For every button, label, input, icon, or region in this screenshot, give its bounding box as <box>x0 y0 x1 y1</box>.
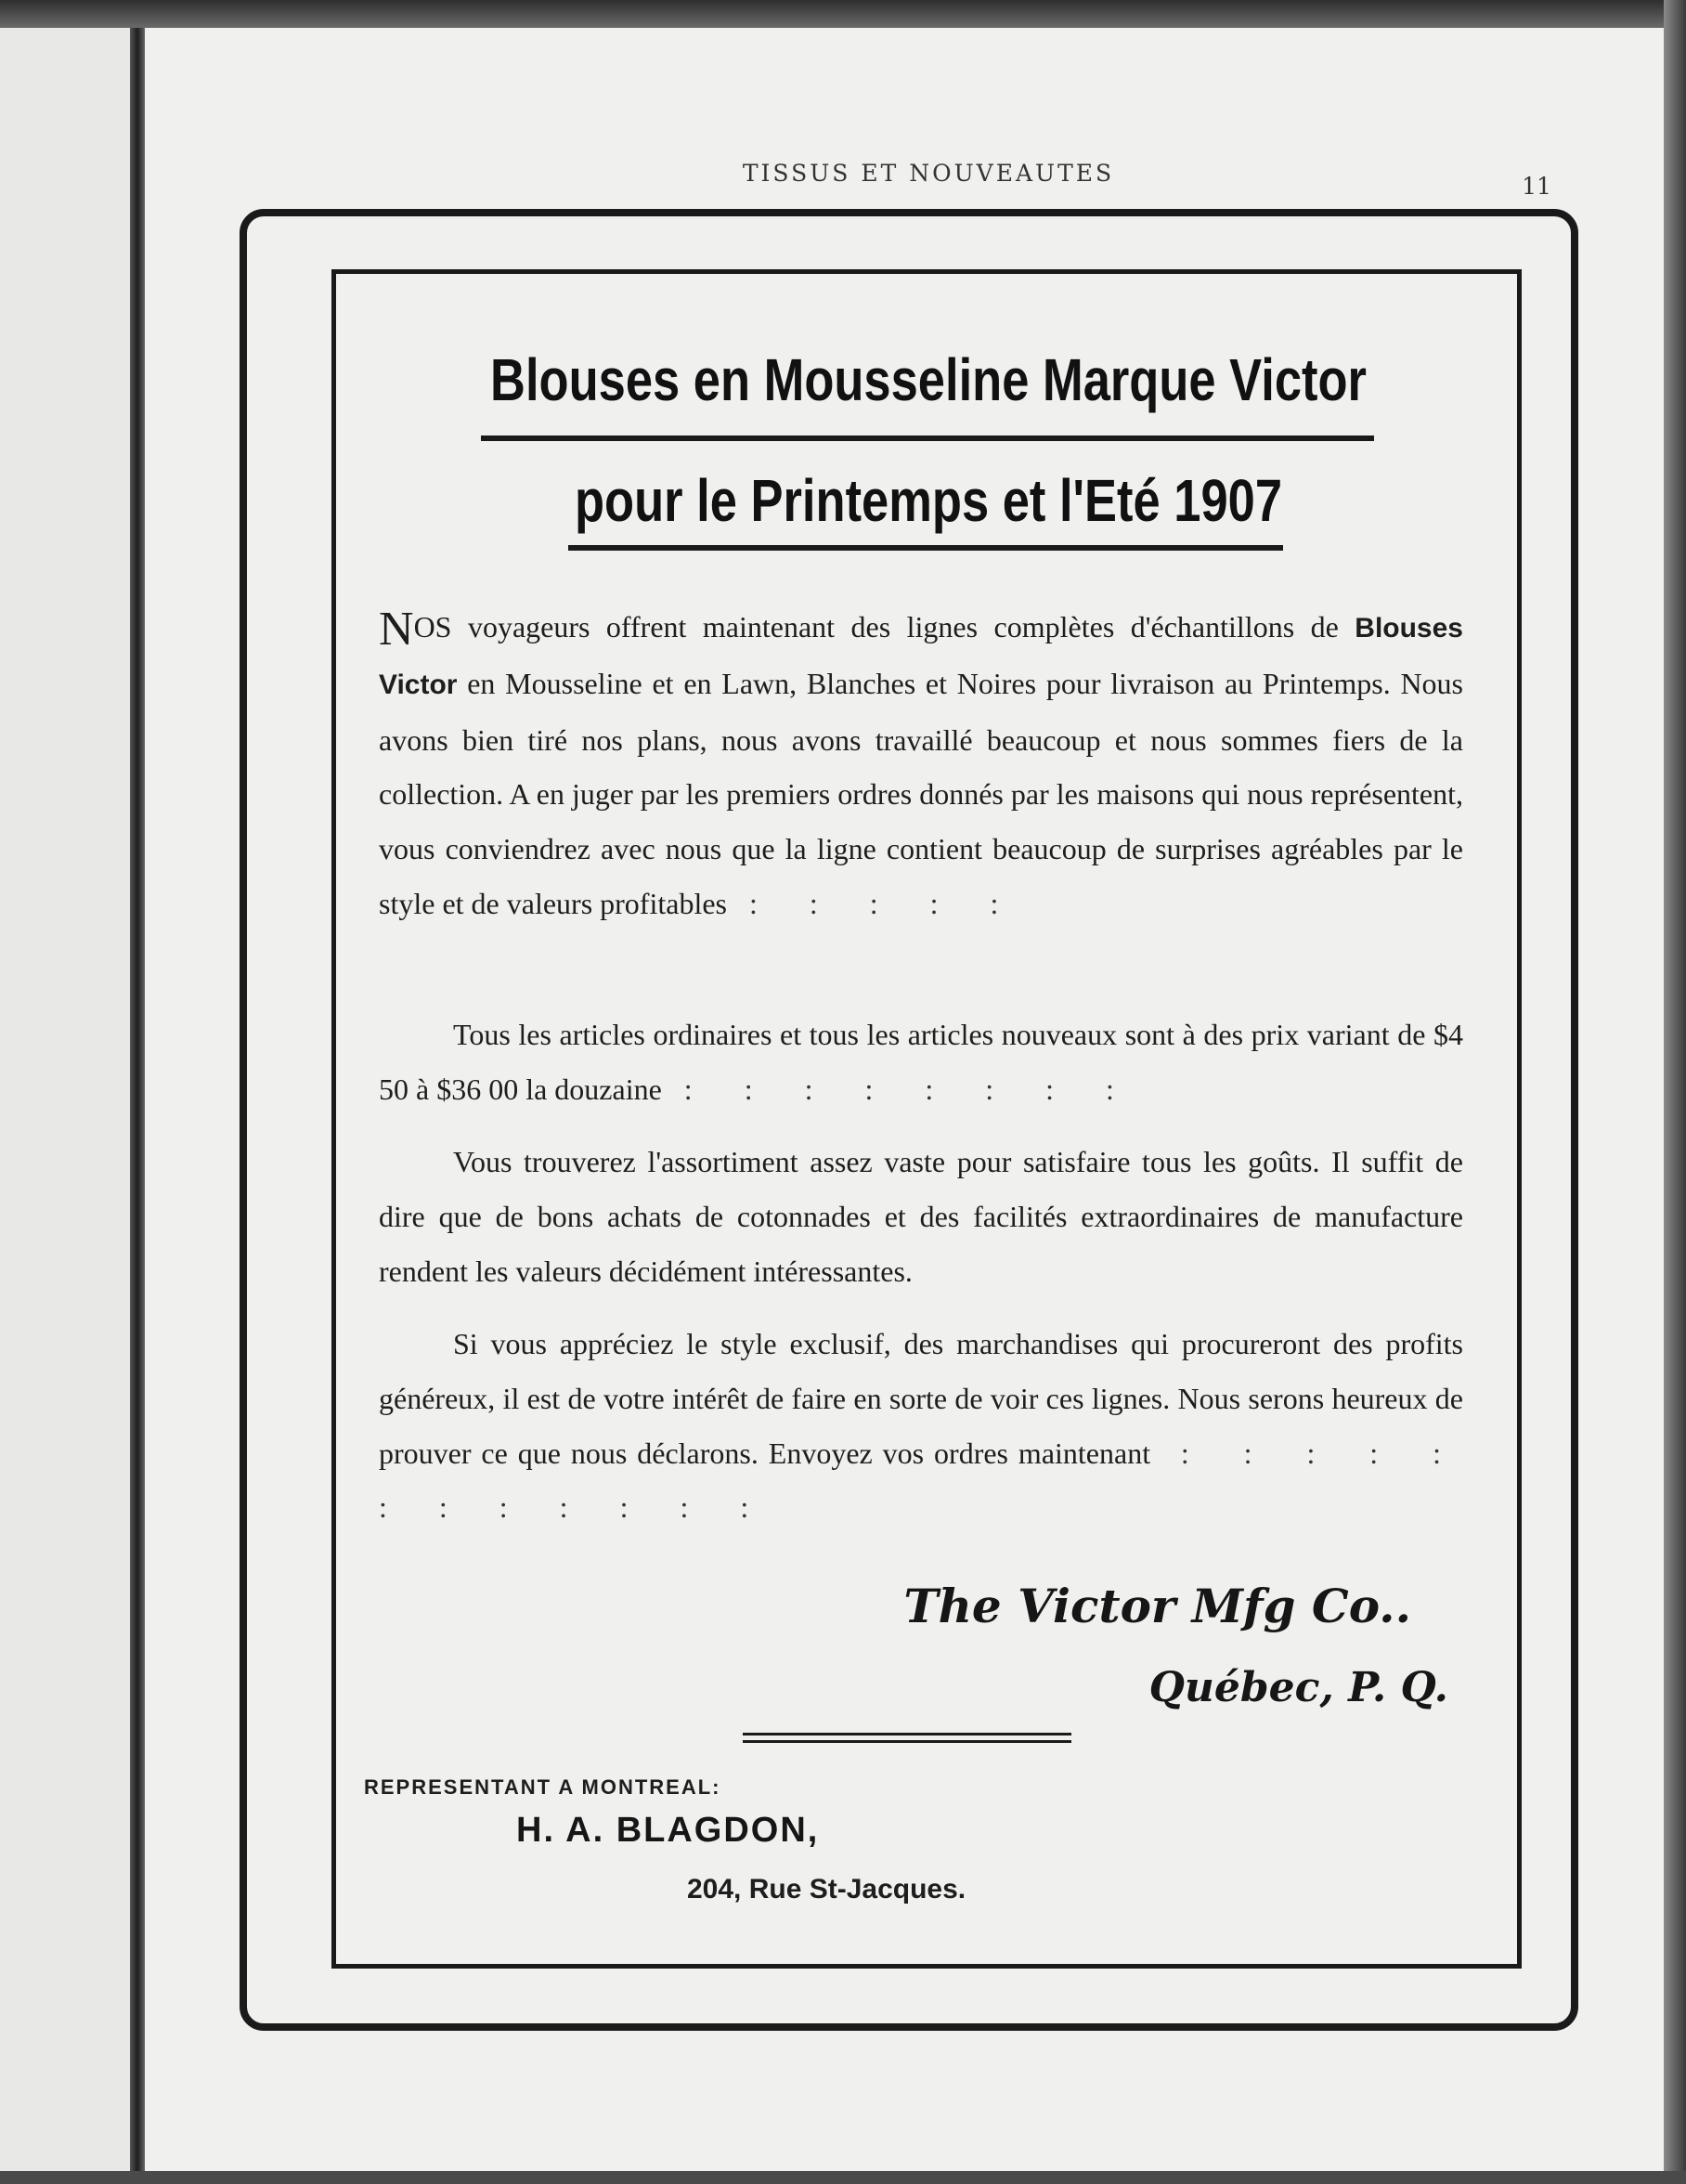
paragraph-4-text: Si vous appréciez le style exclusif, des marchandises qui procureront des profits généreux, il est de votre intérêt de faire en sorte de voir ces lignes. Nous serons heureux de prouver ce que nous déclarons. Envoyez vos ordres maintenant <box>379 1327 1463 1470</box>
advert-title-line1: Blouses en Mousseline Marque Victor <box>490 346 1367 413</box>
running-head: TISSUS ET NOUVEAUTES <box>742 160 1115 187</box>
divider-rule <box>743 1733 1071 1736</box>
divider-rule <box>743 1740 1071 1743</box>
scan-bottom-edge <box>0 2171 1686 2184</box>
dot-leader: : : : : : : : : <box>683 1072 1136 1106</box>
company-city: Québec, P. Q. <box>1148 1664 1448 1711</box>
paragraph-4 <box>379 1317 1463 1535</box>
representative-label: REPRESENTANT A MONTREAL: <box>364 1775 721 1799</box>
facing-page-edge <box>0 28 130 2171</box>
scan-top-edge <box>0 0 1686 28</box>
scan-right-edge <box>1664 0 1686 2184</box>
paragraph-1-lead: OS voyageurs offrent maintenant des lignes complètes d'échantillons de <box>413 610 1355 644</box>
page-number: 11 <box>1522 173 1551 200</box>
representative-name: H. A. BLAGDON, <box>516 1811 820 1850</box>
dot-leader: : : : : : <box>748 886 1021 920</box>
company-signature: The Victor Mfg Co.. <box>903 1579 1411 1633</box>
dot-leader: : : : : : : : : : : : : <box>379 1436 1464 1525</box>
drop-cap: N <box>379 603 414 656</box>
paragraph-2 <box>379 1008 1463 1117</box>
advert-title-line2: pour le Printemps et l'Eté 1907 <box>574 467 1283 534</box>
paragraph-3 <box>379 1135 1463 1298</box>
paragraph-1-rest: en Mousseline et en Lawn, Blanches et Noires pour livraison au Printemps. Nous avons bien tiré nos plans, nous avons travaillé beaucoup et nous sommes fiers de la collection. A en juger par les premiers ordres donnés par les maisons qui nous représentent, vous conviendrez avec nous que la ligne contient beaucoup de surprises agréables par le style et de valeurs profitables <box>379 666 1463 920</box>
paragraph-1 <box>379 600 1463 931</box>
book-gutter <box>130 28 145 2171</box>
paragraph-3-text: Vous trouverez l'assortiment assez vaste pour satisfaire tous les goûts. Il suffit de dire que de bons achats de cotonnades et des facilités extraordinaires de manufacture rendent les valeurs décidément intéressantes. <box>379 1145 1463 1288</box>
brand-emphasis: Blouses Victor <box>379 613 1463 700</box>
title-underline-1 <box>481 436 1374 441</box>
paragraph-2-text: Tous les articles ordinaires et tous les articles nouveaux sont à des prix variant de $4 50 à $36 00 la douzaine <box>379 1018 1463 1106</box>
representative-address: 204, Rue St-Jacques. <box>687 1874 966 1904</box>
title-underline-2 <box>568 545 1283 551</box>
